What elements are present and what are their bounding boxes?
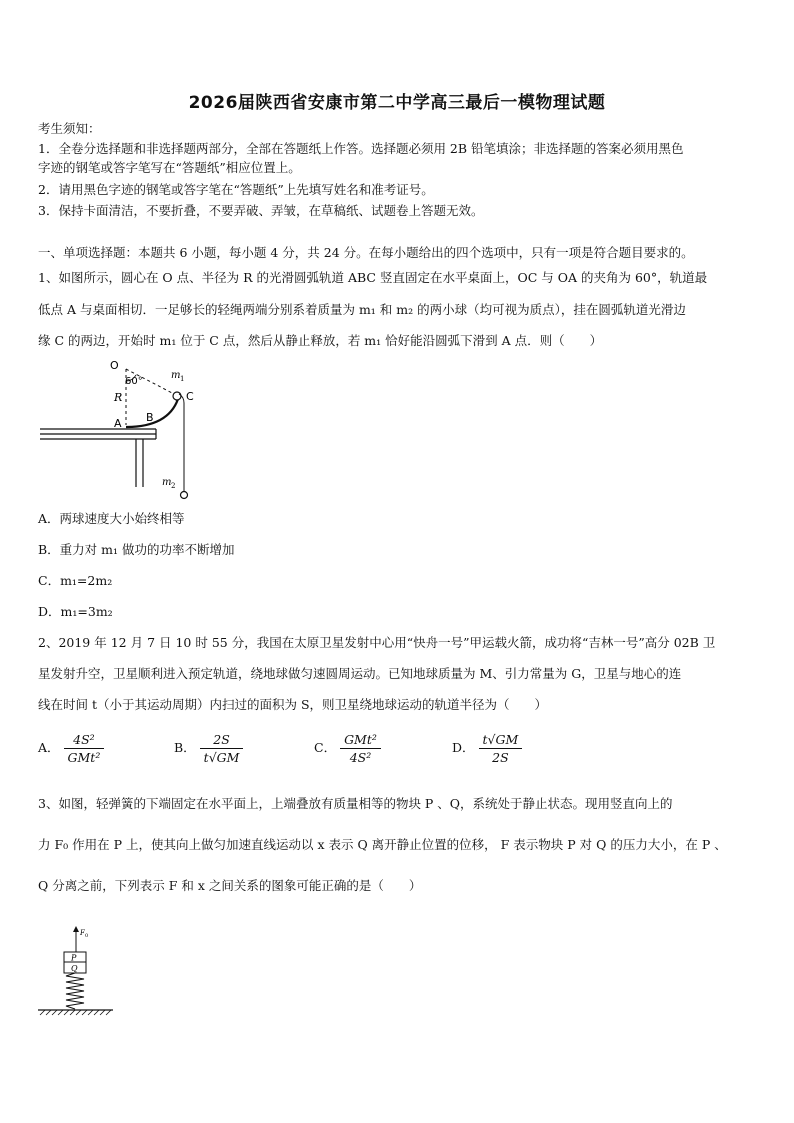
question-1-option-d: D．m₁=3m₂ bbox=[38, 604, 113, 619]
question-1-figure bbox=[38, 355, 208, 505]
question-2-option-c bbox=[314, 732, 381, 765]
question-1-text: 缘 C 的两边，开始时 m₁ 位于 C 点，然后从静止释放，若 m₁ 恰好能沿圆弧下滑到 A 点．则（ ） bbox=[38, 333, 603, 348]
label-A: A bbox=[114, 417, 122, 430]
question-2-text: 线在时间 t（小于其运动周期）内扫过的面积为 S，则卫星绕地球运动的轨道半径为（ ） bbox=[38, 697, 548, 712]
notice-item: 1．全卷分选择题和非选择题两部分，全部在答题纸上作答。选择题必须用 2B 铅笔填涂；非选择题的答案必须用黑色 bbox=[38, 141, 684, 156]
fraction-numerator: 2S bbox=[200, 732, 244, 749]
question-1-option-c: C．m₁=2m₂ bbox=[38, 573, 113, 588]
question-1-option-b: B．重力对 m₁ 做功的功率不断增加 bbox=[38, 542, 235, 557]
fraction-numerator: 4S² bbox=[64, 732, 105, 749]
label-F0-sub: 0 bbox=[85, 933, 89, 939]
label-C: C bbox=[186, 390, 194, 403]
exam-title: 2026届陕西省安康市第二中学高三最后一模物理试题 bbox=[188, 93, 606, 113]
fraction-denominator: t√GM bbox=[203, 750, 240, 765]
option-label: C． bbox=[314, 740, 337, 755]
label-B: B bbox=[146, 411, 154, 424]
question-3-text: 力 F₀ 作用在 P 上，使其向上做匀加速直线运动以 x 表示 Q 离开静止位置的位移， F 表示物块 P 对 Q 的压力大小，在 P 、 bbox=[38, 837, 727, 852]
label-O: O bbox=[110, 359, 119, 372]
label-m2: m bbox=[162, 477, 172, 488]
fraction-denominator: 4S² bbox=[349, 750, 372, 765]
fraction-denominator: GMt² bbox=[67, 750, 101, 765]
question-2-option-b bbox=[174, 732, 243, 765]
fraction-numerator: t√GM bbox=[479, 732, 523, 749]
label-m1-sub: 1 bbox=[180, 375, 185, 383]
fraction-numerator: GMt² bbox=[340, 732, 381, 749]
label-R: R bbox=[114, 391, 123, 404]
question-3-text: 3、如图，轻弹簧的下端固定在水平面上，上端叠放有质量相等的物块 P 、Q，系统处于静止状态。现用竖直向上的 bbox=[38, 796, 673, 811]
option-label: B． bbox=[174, 740, 196, 755]
label-Q: Q bbox=[71, 964, 78, 973]
notice-item: 2．请用黑色字迹的钢笔或答字笔在“答题纸”上先填写姓名和准考证号。 bbox=[38, 182, 434, 197]
option-fraction bbox=[479, 732, 523, 765]
notice-heading: 考生须知： bbox=[38, 121, 101, 136]
question-1-option-a: A．两球速度大小始终相等 bbox=[38, 511, 185, 526]
option-label: D． bbox=[452, 740, 475, 755]
label-m2-sub: 2 bbox=[171, 482, 176, 490]
question-2-option-a bbox=[38, 732, 104, 765]
section-heading: 一、单项选择题：本题共 6 小题，每小题 4 分，共 24 分。在每小题给出的四个选项中，只有一项是符合题目要求的。 bbox=[38, 245, 694, 260]
question-2-text: 2、2019 年 12 月 7 日 10 时 55 分，我国在太原卫星发射中心用“快舟一号”甲运载火箭，成功将“吉林一号”高分 02B 卫 bbox=[38, 635, 716, 650]
option-fraction bbox=[340, 732, 381, 765]
question-1-text: 1、如图所示，圆心在 O 点、半径为 R 的光滑圆弧轨道 ABC 竖直固定在水平桌面上，OC 与 OA 的夹角为 60°，轨道最 bbox=[38, 270, 708, 285]
option-label: A． bbox=[38, 740, 60, 755]
option-fraction bbox=[64, 732, 105, 765]
label-angle: 60° bbox=[125, 376, 143, 387]
label-P: P bbox=[71, 953, 77, 963]
question-2-option-d bbox=[452, 732, 522, 765]
label-F0: F bbox=[80, 929, 85, 937]
notice-item: 3．保持卡面清洁，不要折叠，不要弄破、弄皱，在草稿纸、试题卷上答题无效。 bbox=[38, 203, 484, 218]
question-1-text: 低点 A 与桌面相切．一足够长的轻绳两端分别系着质量为 m₁ 和 m₂ 的两小球（均可视为质点），挂在圆弧轨道光滑边 bbox=[38, 302, 686, 317]
notice-item: 字迹的钢笔或答字笔写在“答题纸”相应位置上。 bbox=[38, 160, 301, 175]
option-fraction bbox=[200, 732, 244, 765]
question-3-figure bbox=[38, 922, 118, 1022]
question-2-text: 星发射升空，卫星顺利进入预定轨道，绕地球做匀速圆周运动。已知地球质量为 M、引力常量为 G，卫星与地心的连 bbox=[38, 666, 682, 681]
question-3-text: Q 分离之前，下列表示 F 和 x 之间关系的图象可能正确的是（ ） bbox=[38, 878, 422, 893]
fraction-denominator: 2S bbox=[492, 750, 509, 765]
label-m1: m bbox=[171, 370, 181, 381]
